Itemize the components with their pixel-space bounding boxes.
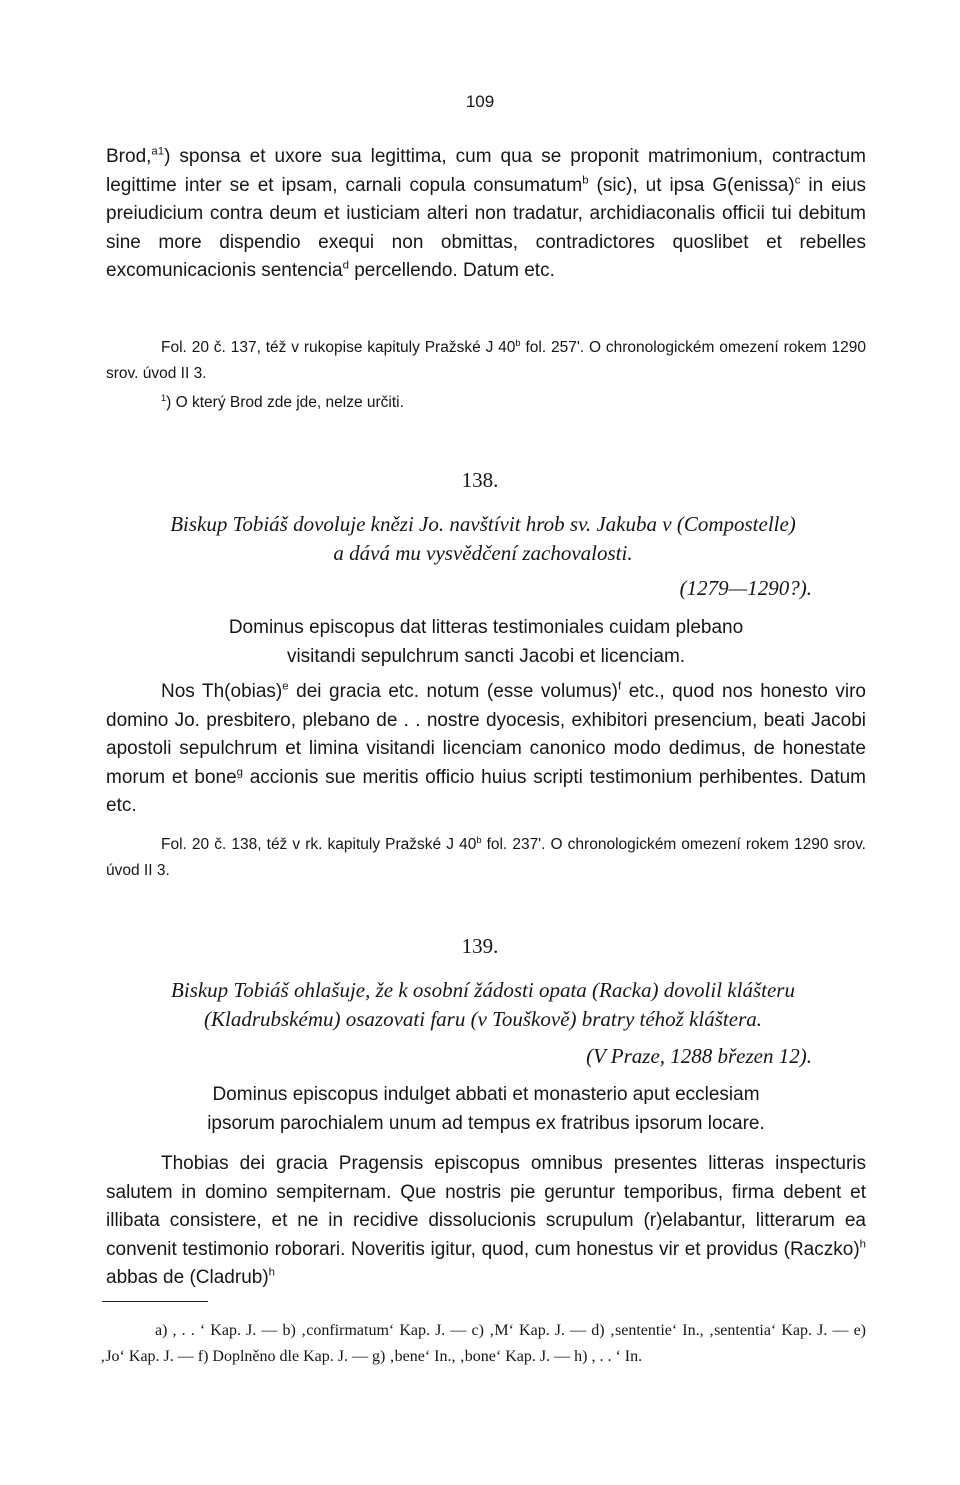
title-line: Biskup Tobiáš ohlašuje, že k osobní žádosti opata (Racka) dovolil klášteru (171, 978, 795, 1002)
page-number: 109 (465, 92, 495, 111)
footnote-ref: b (582, 174, 589, 187)
title-line: a dává mu vysvědčení zachovalosti. (333, 541, 633, 565)
text-run: fol. 257'. O chronologickém omezení rokem 1290 srov. úvod II 3. (106, 339, 866, 382)
doc139-paragraph (106, 1150, 866, 1293)
footnote-ref: h (268, 1266, 275, 1279)
footnote-ref: f (618, 680, 622, 693)
text-run: Thobias dei gracia Pragensis episcopus omnibus presentes litteras inspecturis salutem in domino sempiternam. Que nostris pie geruntur temporibus, firma debent et illibata consistere, et ne in recidive dissolucionis scrupulum (r)elabantur, litterarum ea convenit testimonio roborari. Noveritis igitur, quod, cum honestus vir et providus (Raczko) (106, 1153, 866, 1260)
footnotes: a) , . . ‘ Kap. J. — b) ‚confirmatum‘ Kap. J. — c) ‚M‘ Kap. J. — d) ‚sententie‘ In., ‚sententia‘ Kap. J. — e) ‚Jo‘ Kap. J. — f) Doplněno dle Kap. J. — g) ‚bene‘ In., ‚bone‘ Kap. J. — h) , . . ‘ In. (100, 1322, 866, 1365)
source-note (106, 832, 866, 884)
doc138-paragraph (106, 678, 866, 821)
text-run: (sic), ut ipsa G(enissa) (588, 174, 795, 196)
footnote-ref: g (236, 766, 244, 779)
text-run: abbas de (Cladrub) (106, 1267, 269, 1288)
footnote-ref: h (859, 1238, 866, 1251)
doc138-text (106, 678, 866, 821)
doc137-text (106, 143, 866, 286)
summary-line: Dominus episcopus indulget abbati et monasterio aput ecclesiam (212, 1084, 760, 1105)
doc139-text (106, 1150, 866, 1293)
footnote-ref: d (342, 259, 349, 272)
summary-line: Dominus episcopus dat litteras testimoniales cuidam plebano (228, 617, 744, 638)
text-run: fol. 237'. O chronologickém omezení rokem 1290 srov. úvod II 3. (106, 836, 866, 879)
footnote-ref: 1 (161, 392, 167, 403)
text-run: ) sponsa et uxore sua legittima, cum qua se proponit matrimonium, contractum legittime inter se et ipsam, carnali copula consumatum (106, 146, 866, 196)
text-run: Fol. 20 č. 138, též v rk. kapituly Pražské J 40 (161, 836, 477, 853)
footnote-ref: c (794, 174, 801, 187)
summary-line: visitandi sepulchrum sancti Jacobi et licenciam. (286, 645, 686, 667)
doc139-number: 139. (461, 934, 499, 958)
text-run: in eius preiudicium contra deum et iusticiam alteri non tradatur, archidiaconalis officii tui debitum sine more dispendio exequi non obmittas, contradictores quoslibet et rebelles excomunicacionis sentencia (106, 174, 867, 281)
doc138-note (106, 832, 866, 884)
doc137-notes (106, 335, 866, 416)
text-run: percellendo. Datum etc. (348, 260, 555, 281)
doc138-date: (1279—1290?). (679, 576, 812, 600)
title-line: (Kladrubskému) osazovati faru (v Touškově) bratry téhož kláštera. (204, 1007, 762, 1031)
footnote-ref: a1 (151, 145, 165, 158)
text-run: Nos Th(obias) (161, 681, 283, 702)
footnote-ref: e (282, 680, 289, 693)
numbered-footnote (106, 390, 866, 416)
text-run: ) O který Brod zde jde, nelze určiti. (166, 394, 404, 411)
doc139-title (100, 976, 866, 1034)
title-line: Biskup Tobiáš dovoluje knězi Jo. navštívit hrob sv. Jakuba v (Compostelle) (170, 512, 796, 536)
source-note (106, 335, 866, 387)
doc138-title (100, 510, 866, 568)
text-run: etc., quod nos honesto viro domino Jo. presbitero, plebano de . . nostre dyocesis, exhibitori presencium, beati Jacobi apostoli sepulchrum et limina visitandi licenciam canonico modo dedimus, de honestate morum et bone (106, 681, 866, 788)
text-run: accionis sue meritis officio huius scripti testimonium perhibentes. Datum etc. (106, 766, 866, 816)
footnote-divider (102, 1301, 208, 1302)
text-run: Fol. 20 č. 137, též v rukopise kapituly Pražské J 40 (161, 339, 516, 356)
doc139-date: (V Praze, 1288 březen 12). (586, 1044, 812, 1068)
doc138-summary (106, 614, 866, 671)
text-run: Brod, (106, 146, 152, 167)
doc138-number: 138. (461, 468, 499, 492)
summary-line: ipsorum parochialem unum ad tempus ex fratribus ipsorum locare. (207, 1112, 765, 1134)
footnote-ref: b (515, 337, 521, 348)
doc137-paragraph (106, 143, 866, 286)
text-run: dei gracia etc. notum (esse volumus) (288, 681, 618, 702)
footnote-ref: b (476, 834, 482, 845)
doc139-summary (106, 1081, 866, 1138)
